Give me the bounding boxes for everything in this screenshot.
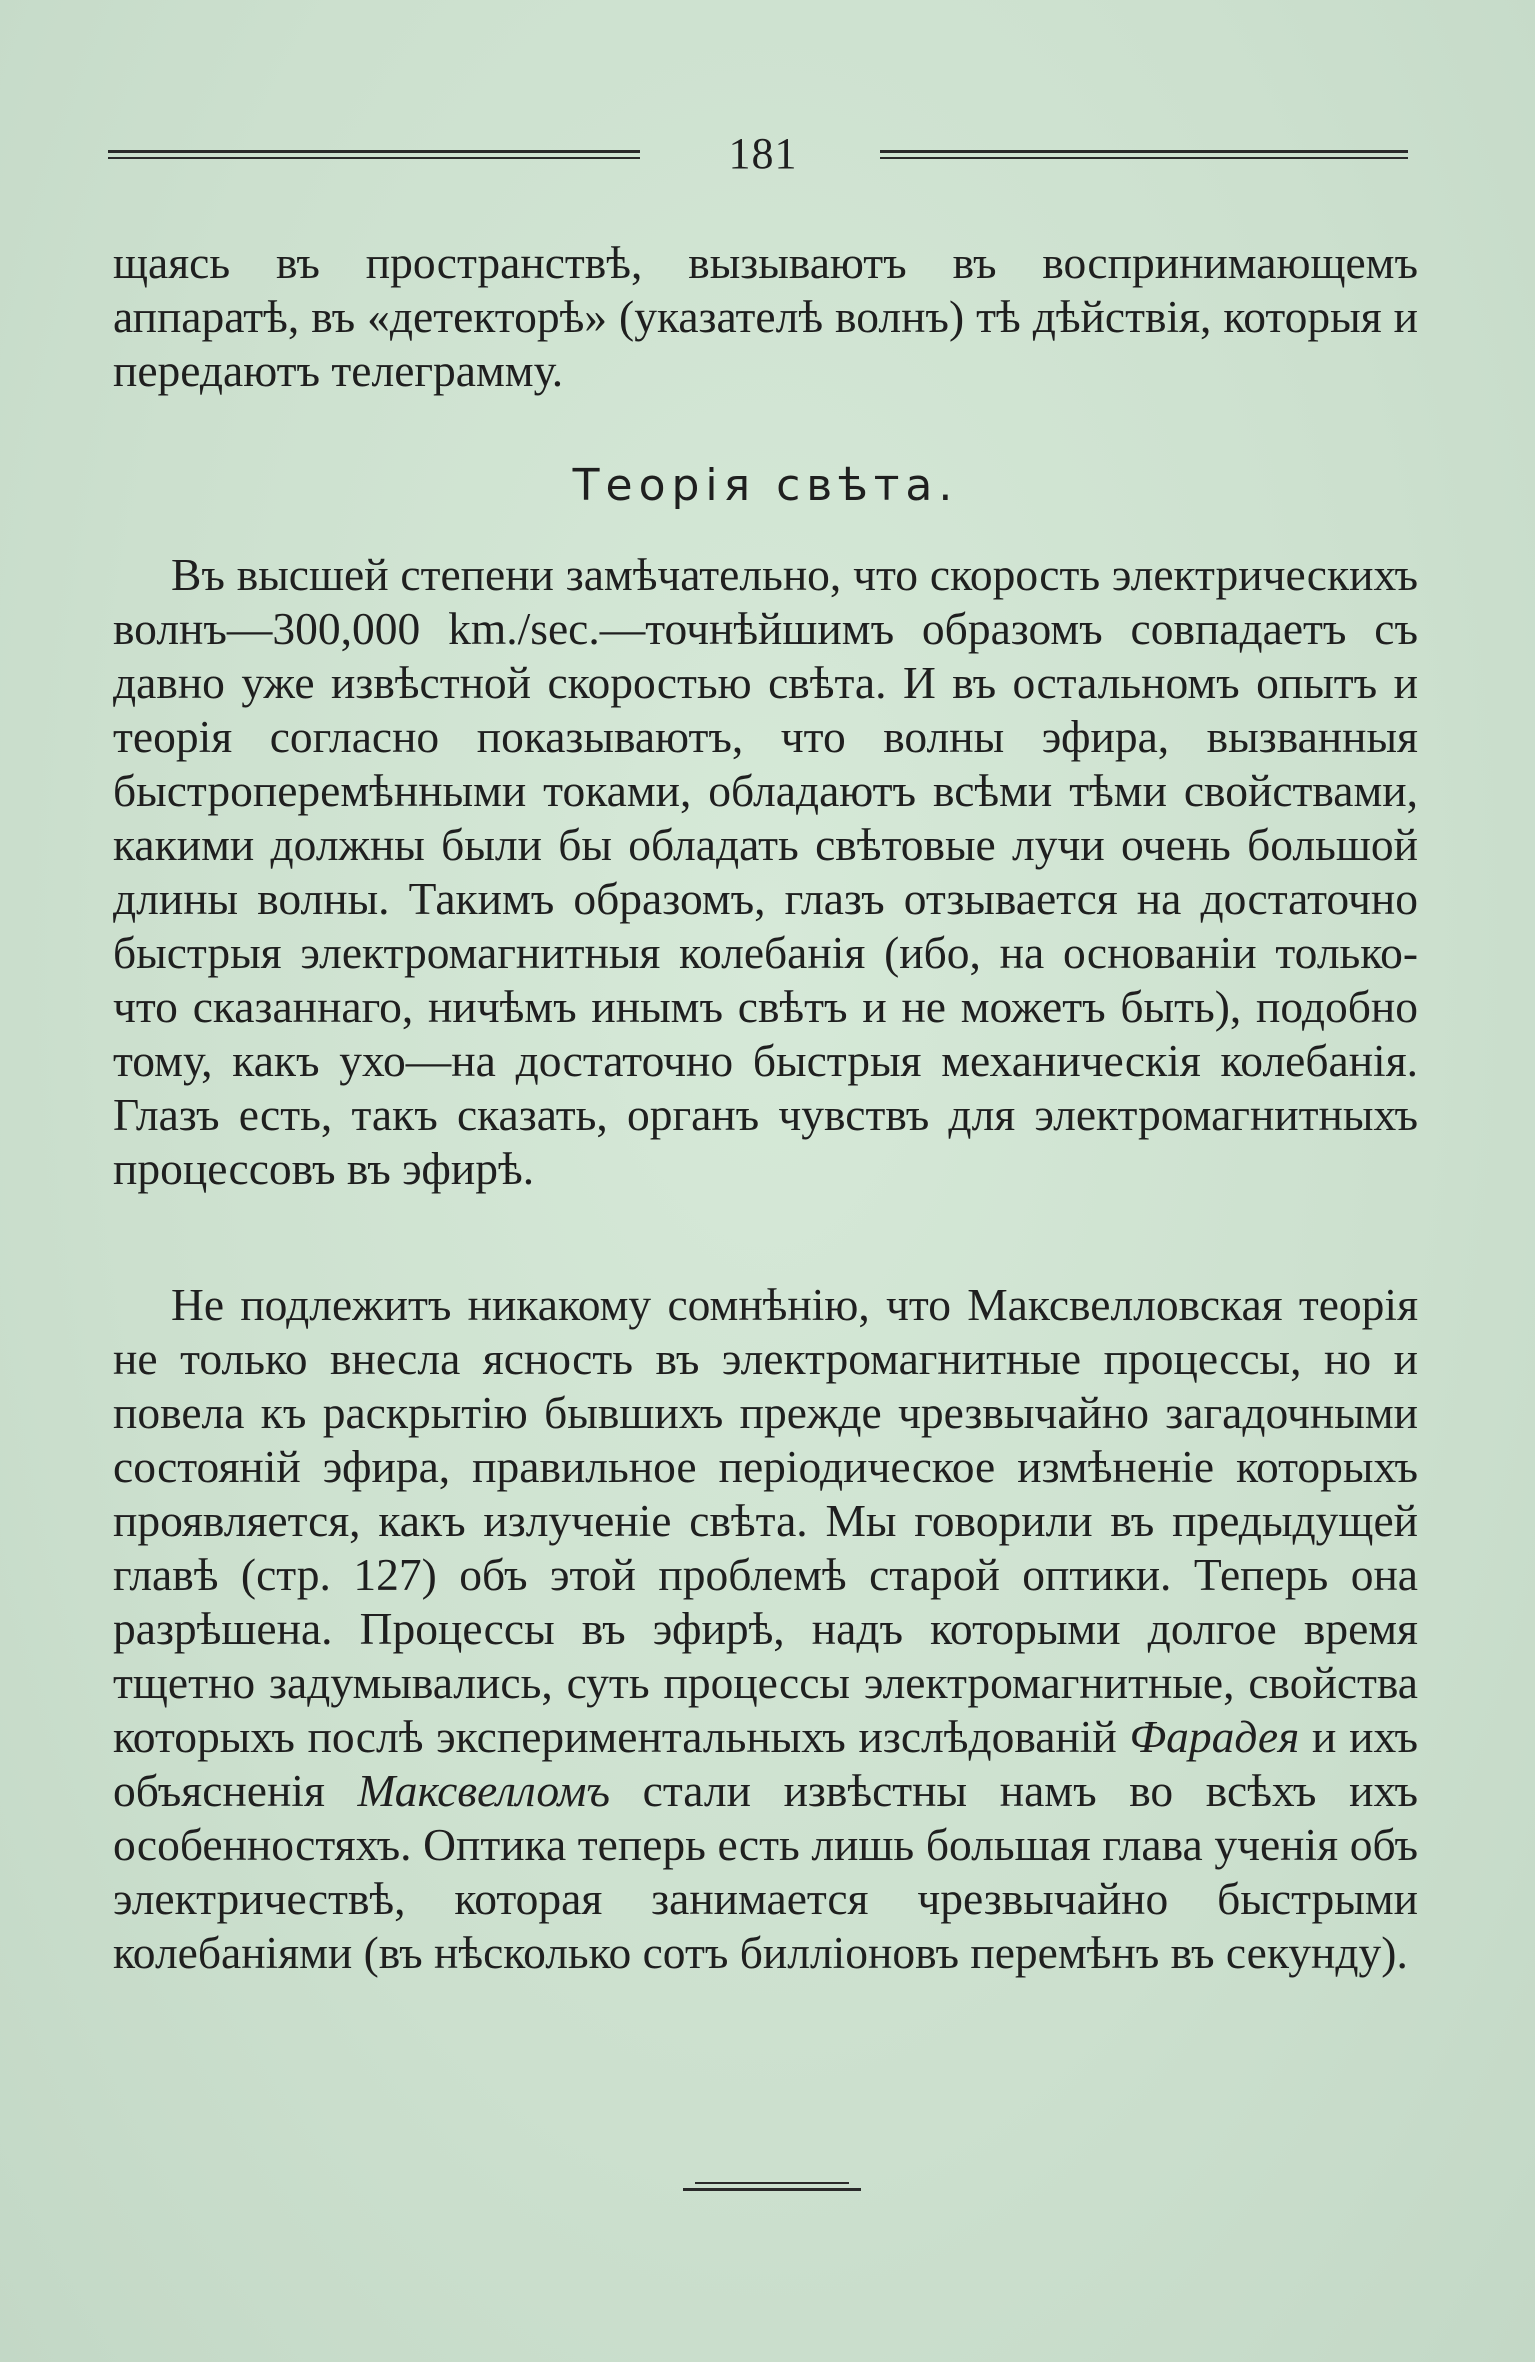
header-rule-left [108,150,640,162]
paragraph-2-part-3: стали извѣстны намъ во всѣхъ ихъ особенностяхъ. Оптика теперь есть лишь большая глава ученія объ электричествѣ, которая занимается чрезвычайно быстрыми колебаніями (въ нѣсколько сотъ билліоновъ перемѣнъ въ секунду). [113,1765,1418,1978]
paragraph-2-part-2: и ихъ объясненія [113,1711,1418,1816]
paragraph-2-text [113,1278,1418,1980]
name-faraday: Фарадея [1129,1711,1300,1762]
paragraph-1-text: Въ высшей степени замѣчательно, что скорость электрическихъ волнъ—300,000 km./sec.—точнѣйшимъ образомъ совпадаетъ съ давно уже извѣстной скоростью свѣта. И въ остальномъ опытъ и теорія согласно показываютъ, что волны эфира, вызванныя быстроперемѣнными токами, обладаютъ всѣми тѣми свойствами, какими должны были бы обладать свѣтовые лучи очень большой длины волны. Такимъ образомъ, глазъ отзывается на достаточно быстрыя электромагнитныя колебанія (ибо, на основаніи только-что сказаннаго, ничѣмъ инымъ свѣтъ и не можетъ быть), подобно тому, какъ ухо—на достаточно быстрыя механическія колебанія. Глазъ есть, такъ сказать, органъ чувствъ для электромагнитныхъ процессовъ въ эфирѣ. [113,549,1418,1194]
page-header [108,128,1408,188]
name-maxwell: Максвелломъ [357,1765,611,1816]
paragraph-2-part-1: Не подлежитъ никакому сомнѣнію, что Максвелловская теорія не только внесла ясность въ электромагнитные процессы, но и повела къ раскрытію бывшихъ прежде чрезвычайно загадочными состояній эфира, правильное періодическое измѣненіе которыхъ проявляется, какъ излученіе свѣта. Мы говорили въ предыдущей главѣ (стр. 127) объ этой проблемѣ старой оптики. Теперь она разрѣшена. Процессы въ эфирѣ, надъ которыми долгое время тщетно задумывались, суть процессы электромагнитные, свойства которыхъ послѣ экспериментальныхъ изслѣдованій [113,1279,1418,1762]
section-title: Теорія свѣта. [572,460,959,511]
continuation-paragraph [113,236,1418,398]
page-number: 181 [728,129,798,178]
header-rule-right [880,150,1408,162]
footer-rule [683,2182,861,2194]
continuation-text: щаясь въ пространствѣ, вызываютъ въ воспринимающемъ аппаратѣ, въ «детекторѣ» (указателѣ волнъ) тѣ дѣйствія, которыя и передаютъ телеграмму. [113,237,1418,396]
paragraph-1 [113,548,1418,1196]
paragraph-2 [113,1278,1418,1980]
